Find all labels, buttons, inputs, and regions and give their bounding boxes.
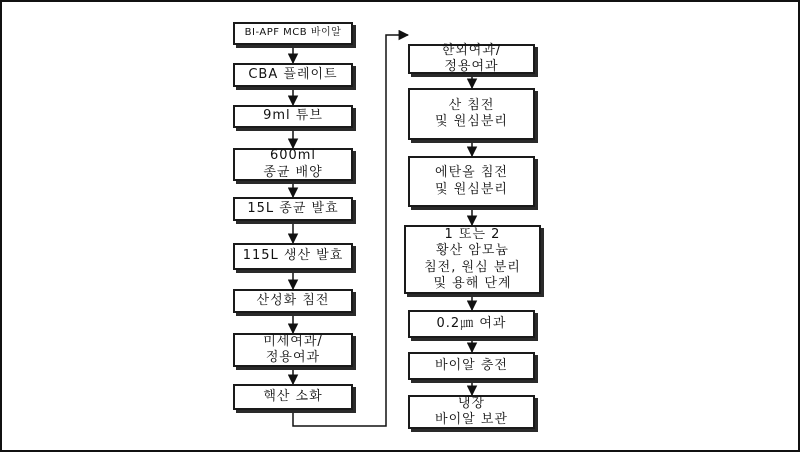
- column-connector: [293, 35, 408, 426]
- step-acidification-precipitation: 산성화 침전: [233, 289, 353, 313]
- step-0-2um-filtration: 0.2㎛ 여과: [408, 310, 535, 338]
- step-ethanol-precipitation-centrifuge: 에탄올 침전 및 원심분리: [408, 156, 535, 207]
- step-nucleic-acid-digestion: 핵산 소화: [233, 384, 353, 410]
- step-mcb-vial: BI-APF MCB 바이알: [233, 22, 353, 45]
- step-cba-plate: CBA 플레이트: [233, 63, 353, 87]
- step-9ml-tube: 9ml 튜브: [233, 105, 353, 128]
- step-vial-filling: 바이알 충전: [408, 352, 535, 380]
- step-115l-production-fermentation: 115L 생산 발효: [233, 243, 353, 270]
- step-microfiltration: 미세여과/ 정용여과: [233, 333, 353, 367]
- step-refrigerated-vial-storage: 냉장 바이알 보관: [408, 395, 535, 429]
- step-ultrafiltration: 한외여과/ 정용여과: [408, 44, 535, 74]
- step-15l-seed-fermentation: 15L 종균 발효: [233, 197, 353, 221]
- step-ammonium-sulfate-precipitation: 1 또는 2 황산 암모늄 침전, 원심 분리 및 용해 단계: [404, 225, 541, 294]
- step-600ml-seed-culture: 600ml 종균 배양: [233, 148, 353, 181]
- step-acid-precipitation-centrifuge: 산 침전 및 원심분리: [408, 88, 535, 140]
